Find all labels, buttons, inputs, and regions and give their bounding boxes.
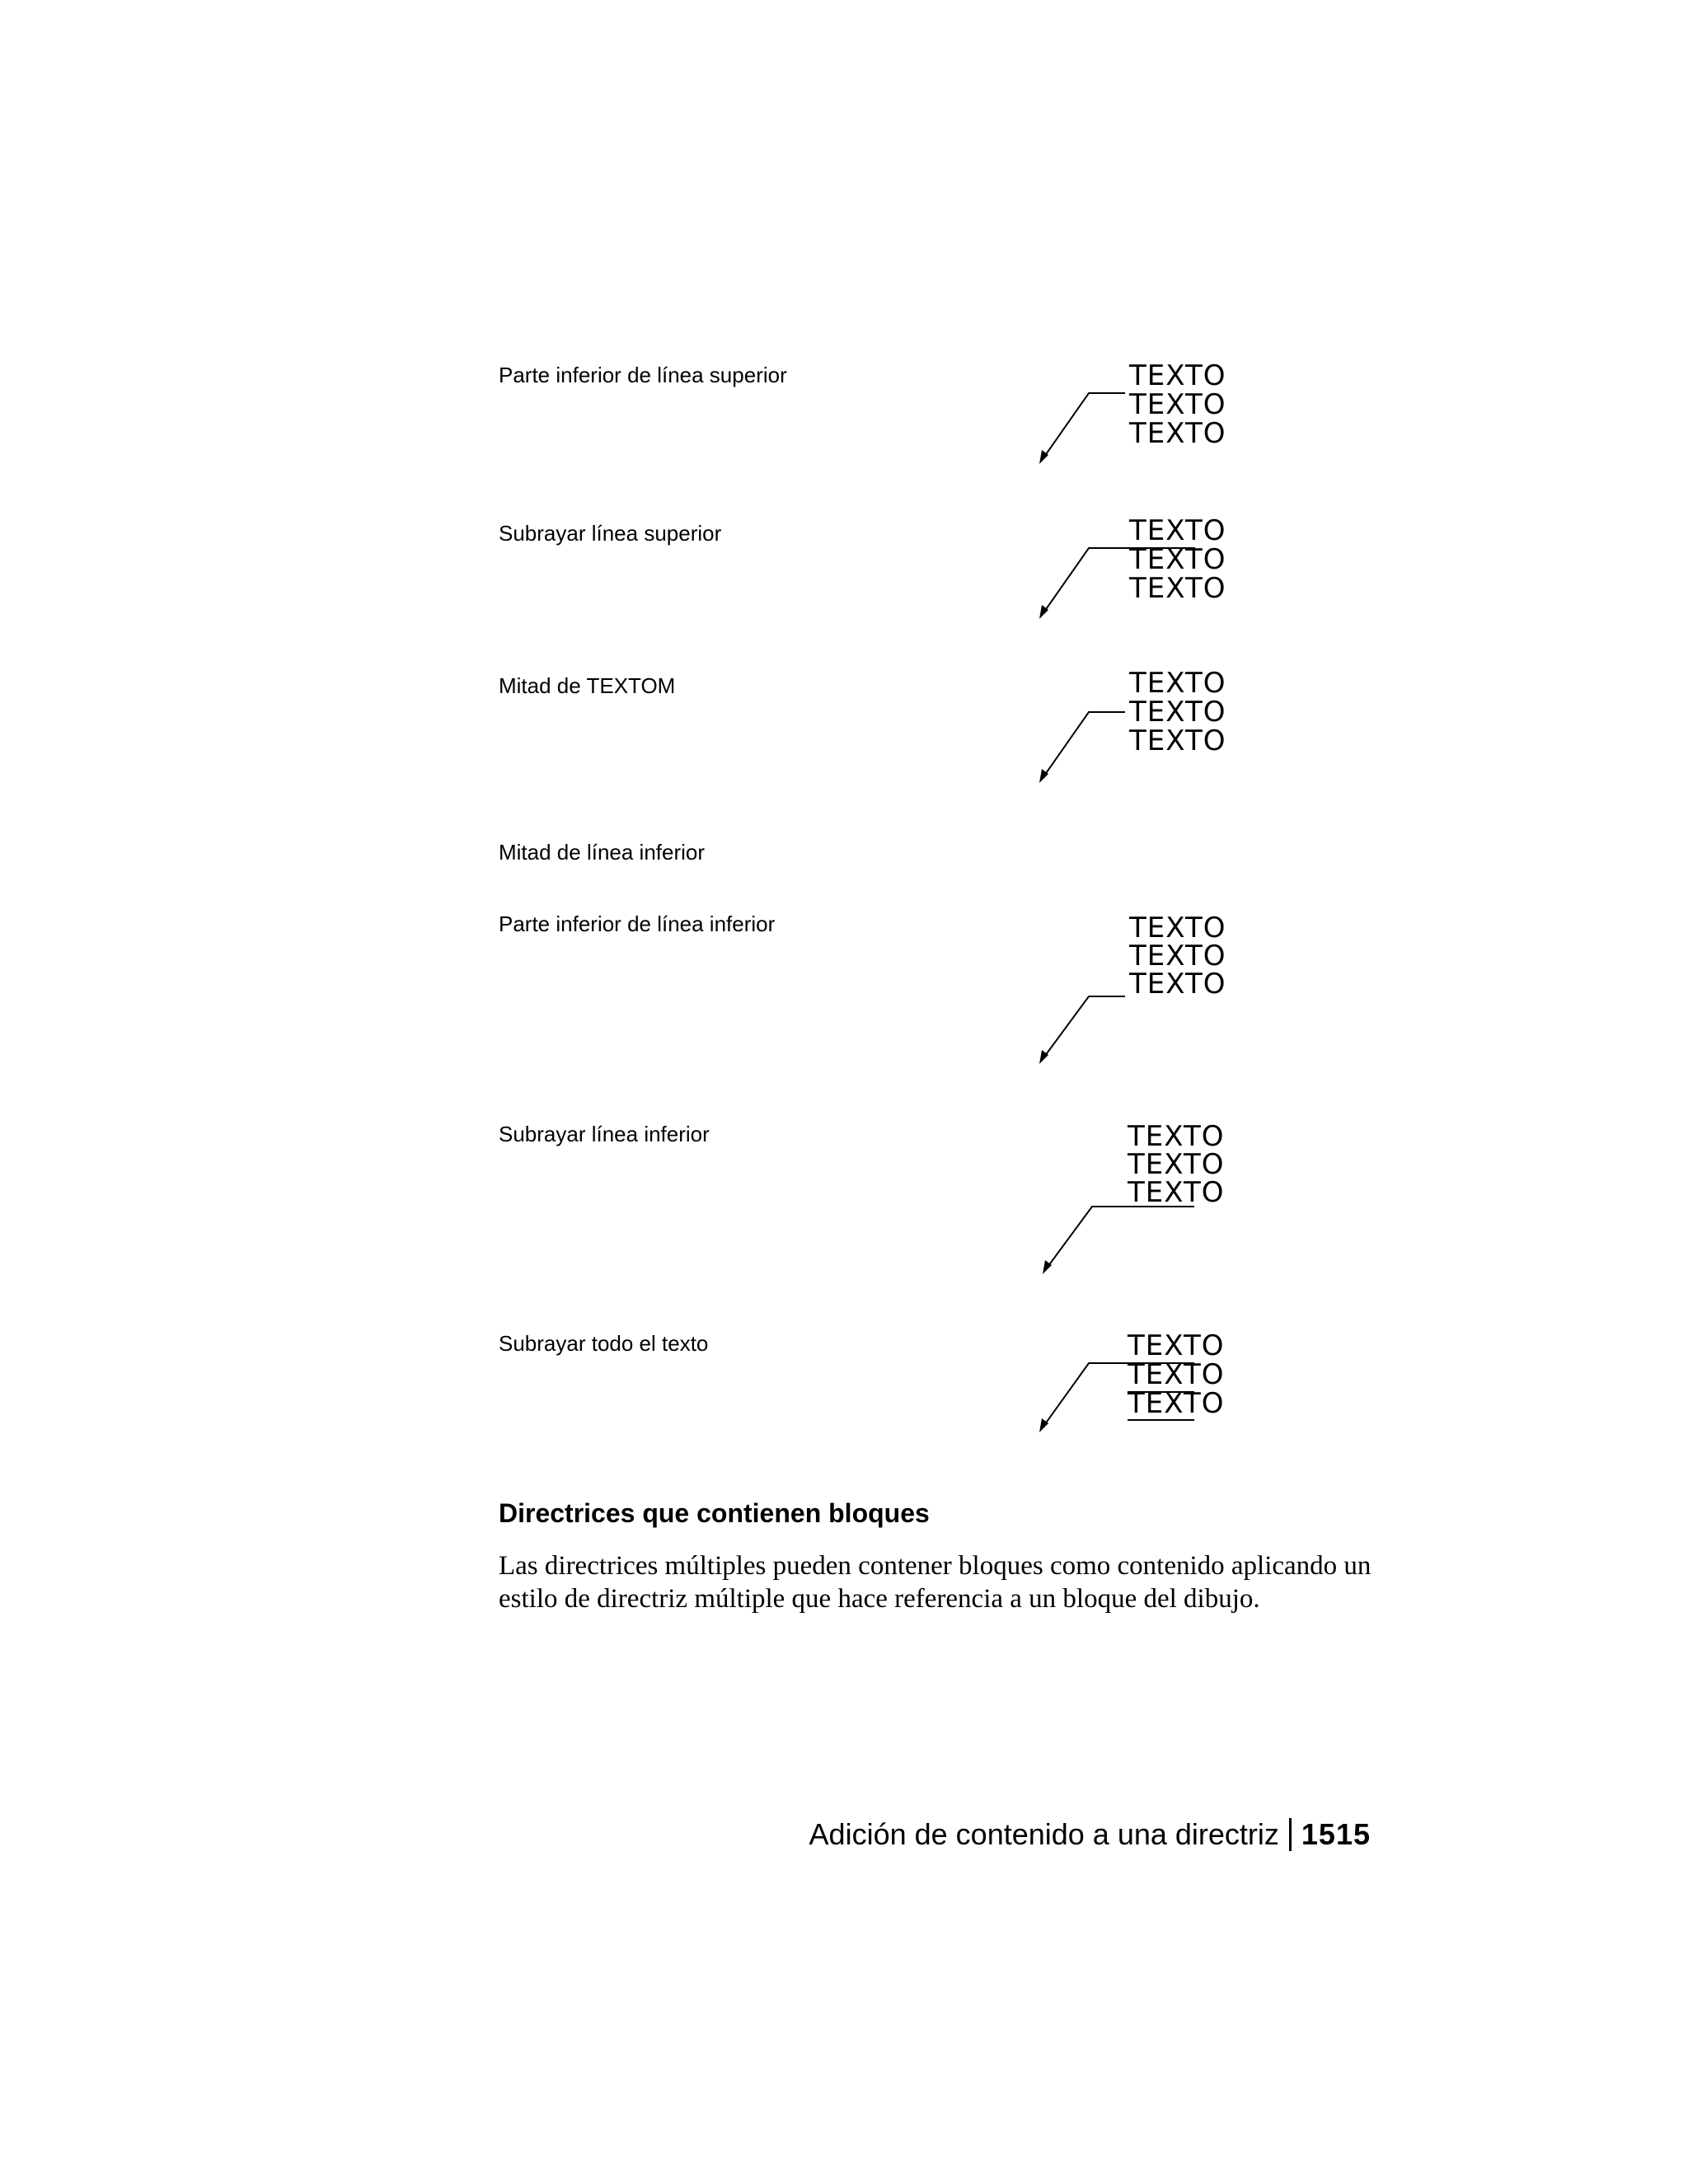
example-label-4: Mitad de línea inferior <box>499 840 706 865</box>
figure-text-line: TEXTO <box>1128 1176 1225 1209</box>
leader-figure-3 <box>1034 663 1249 795</box>
figure-text-line: TEXTO <box>1129 968 1226 1001</box>
leader-figure-6 <box>1034 1327 1249 1451</box>
leader-line <box>1043 996 1125 1059</box>
section-body: Las directrices múltiples pueden contener bloques como contenido aplicando un estilo de directriz múltiple que hace referencia a un bloque del dibujo. <box>499 1551 1372 1614</box>
figure-text-line: TEXTO <box>1128 1387 1225 1420</box>
figure-text-line: TEXTO <box>1129 572 1226 605</box>
leader-figure-4 <box>1034 911 1249 1067</box>
figure-text-line: TEXTO <box>1129 543 1226 576</box>
figure-text-line: TEXTO <box>1129 696 1226 729</box>
figure-text-line: TEXTO <box>1129 388 1226 421</box>
example-label-2: Subrayar línea superior <box>499 521 722 546</box>
page-number: 1515 <box>1301 1817 1371 1851</box>
figure-text-line: TEXTO <box>1129 514 1226 547</box>
figure-text-line: TEXTO <box>1129 912 1226 944</box>
footer-title: Adición de contenido a una directriz <box>809 1817 1279 1851</box>
figure-text-line: TEXTO <box>1129 417 1226 450</box>
example-label-6: Subrayar línea inferior <box>499 1122 710 1146</box>
example-label-3: Mitad de TEXTOM <box>499 673 676 698</box>
example-label-7: Subrayar todo el texto <box>499 1331 709 1356</box>
figure-text-line: TEXTO <box>1128 1329 1225 1362</box>
leader-figure-5 <box>1034 1119 1249 1276</box>
example-label-1: Parte inferior de línea superior <box>499 363 787 387</box>
footer-separator <box>1289 1818 1292 1851</box>
example-label-5: Parte inferior de línea inferior <box>499 912 776 936</box>
leader-line <box>1046 1207 1194 1269</box>
section-heading: Directrices que contienen bloques <box>499 1498 930 1528</box>
leader-line <box>1043 712 1125 778</box>
figure-text-line: TEXTO <box>1128 1148 1225 1181</box>
page-footer <box>809 1817 1371 1852</box>
leader-line <box>1043 393 1125 459</box>
leader-figure-2 <box>1034 511 1249 626</box>
figure-text-line: TEXTO <box>1129 359 1226 392</box>
leader-figure-1 <box>1034 354 1249 470</box>
figure-text-line: TEXTO <box>1129 667 1226 700</box>
figure-text-line: TEXTO <box>1128 1358 1225 1391</box>
figure-text-line: TEXTO <box>1128 1120 1225 1153</box>
figure-text-line: TEXTO <box>1129 940 1226 972</box>
figure-text-line: TEXTO <box>1129 724 1226 757</box>
